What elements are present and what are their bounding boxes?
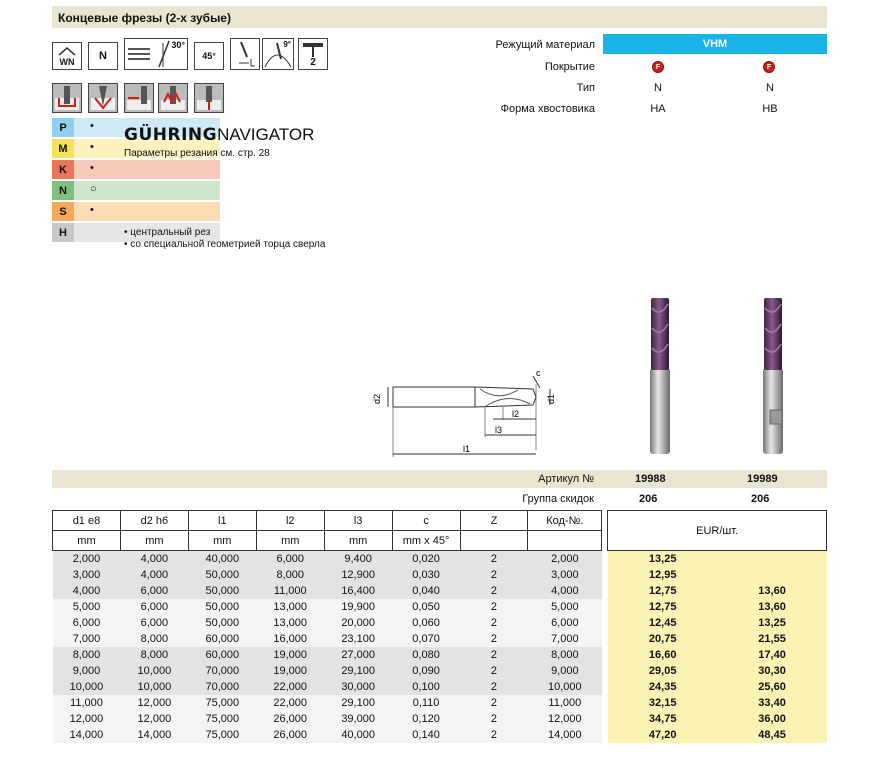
dimensions-price-table bbox=[52, 510, 827, 743]
cell-l3: 29,100 bbox=[324, 663, 392, 679]
slot-milling-icon bbox=[52, 83, 82, 113]
helix-angle-icon bbox=[124, 38, 188, 70]
material-letter: H bbox=[52, 223, 74, 242]
material-label: Режущий материал bbox=[495, 39, 595, 51]
price-19988: 32,15 bbox=[608, 695, 718, 711]
side-milling-icon bbox=[124, 83, 154, 113]
cell-d2: 10,000 bbox=[120, 679, 188, 695]
price-19988: 29,05 bbox=[608, 663, 718, 679]
cell-d2: 8,000 bbox=[120, 647, 188, 663]
cell-l2: 19,000 bbox=[256, 663, 324, 679]
col-z: Z bbox=[460, 511, 528, 531]
cell-c: 0,110 bbox=[392, 695, 460, 711]
article-19988: 19988 bbox=[635, 473, 666, 485]
col-l1: l1 bbox=[188, 511, 256, 531]
wn-label: WN bbox=[59, 57, 75, 67]
price-19989: 33,40 bbox=[718, 695, 827, 711]
table-row bbox=[53, 647, 827, 663]
cell-l2: 16,000 bbox=[256, 631, 324, 647]
table-row bbox=[53, 631, 827, 647]
cell-l3: 27,000 bbox=[324, 647, 392, 663]
price-19989: 36,00 bbox=[718, 711, 827, 727]
shank-value-1: HA bbox=[650, 103, 666, 115]
type-value-1: N bbox=[654, 82, 662, 94]
article-bar bbox=[52, 470, 827, 488]
cell-l3: 40,000 bbox=[324, 727, 392, 743]
cell-l3: 12,900 bbox=[324, 567, 392, 583]
column-header-row bbox=[53, 511, 827, 531]
type-value-2: N bbox=[766, 82, 774, 94]
table-row bbox=[53, 615, 827, 631]
cell-l2: 22,000 bbox=[256, 695, 324, 711]
cell-d1: 11,000 bbox=[53, 695, 121, 711]
cell-d1: 7,000 bbox=[53, 631, 121, 647]
c-label: c bbox=[536, 368, 541, 378]
cell-d1: 6,000 bbox=[53, 615, 121, 631]
chamfer-45-icon bbox=[194, 42, 224, 70]
cell-l1: 40,000 bbox=[188, 551, 256, 567]
cell-c: 0,060 bbox=[392, 615, 460, 631]
cell-l3: 20,000 bbox=[324, 615, 392, 631]
cell-d1: 3,000 bbox=[53, 567, 121, 583]
plunge-milling-icon bbox=[88, 83, 118, 113]
price-19989: 17,40 bbox=[718, 647, 827, 663]
axial-feed-icon bbox=[230, 38, 260, 70]
cell-l1: 60,000 bbox=[188, 631, 256, 647]
cell-z: 2 bbox=[460, 631, 528, 647]
cell-d1: 12,000 bbox=[53, 711, 121, 727]
table-row bbox=[53, 727, 827, 743]
cell-l1: 50,000 bbox=[188, 567, 256, 583]
d1-label: d1 bbox=[546, 393, 556, 404]
cell-d2: 6,000 bbox=[120, 599, 188, 615]
discount-19989: 206 bbox=[751, 493, 770, 505]
cell-c: 0,100 bbox=[392, 679, 460, 695]
table-row bbox=[53, 567, 827, 583]
coating-label: Покрытие bbox=[544, 61, 595, 73]
unit-code bbox=[528, 531, 602, 551]
cell-d1: 10,000 bbox=[53, 679, 121, 695]
price-19988: 16,60 bbox=[608, 647, 718, 663]
cell-l2: 13,000 bbox=[256, 599, 324, 615]
material-letter: M bbox=[52, 139, 74, 158]
cell-c: 0,090 bbox=[392, 663, 460, 679]
cell-l2: 11,000 bbox=[256, 583, 324, 599]
cell-z: 2 bbox=[460, 647, 528, 663]
suitability-mark: • bbox=[90, 120, 94, 132]
suitability-mark: • bbox=[90, 162, 94, 174]
price-19988: 12,75 bbox=[608, 583, 718, 599]
cell-code: 5,000 bbox=[528, 599, 602, 615]
col-l2: l2 bbox=[256, 511, 324, 531]
cell-d1: 4,000 bbox=[53, 583, 121, 599]
ramp-angle-icon bbox=[262, 38, 294, 70]
unit-c: mm x 45° bbox=[392, 531, 460, 551]
cell-d2: 12,000 bbox=[120, 695, 188, 711]
guhring-navigator-logo: GÜHRINGNAVIGATOR bbox=[124, 125, 315, 145]
material-group-n bbox=[52, 181, 220, 200]
cell-l3: 39,000 bbox=[324, 711, 392, 727]
cell-l3: 16,400 bbox=[324, 583, 392, 599]
wn-symbol bbox=[52, 42, 82, 70]
discount-19988: 206 bbox=[639, 493, 658, 505]
price-19989 bbox=[718, 567, 827, 583]
cell-code: 9,000 bbox=[528, 663, 602, 679]
cell-l2: 6,000 bbox=[256, 551, 324, 567]
cell-code: 8,000 bbox=[528, 647, 602, 663]
cell-c: 0,020 bbox=[392, 551, 460, 567]
cell-code: 7,000 bbox=[528, 631, 602, 647]
unit-l3: mm bbox=[324, 531, 392, 551]
cell-code: 3,000 bbox=[528, 567, 602, 583]
col-c: c bbox=[392, 511, 460, 531]
cell-code: 2,000 bbox=[528, 551, 602, 567]
product-image-19989 bbox=[758, 298, 788, 456]
cell-z: 2 bbox=[460, 551, 528, 567]
article-19989: 19989 bbox=[747, 473, 778, 485]
cell-code: 10,000 bbox=[528, 679, 602, 695]
drilling-icon bbox=[194, 83, 224, 113]
table-row bbox=[53, 711, 827, 727]
cell-l1: 50,000 bbox=[188, 583, 256, 599]
l1-label: l1 bbox=[463, 444, 471, 454]
shank-label: Форма хвостовика bbox=[500, 103, 595, 115]
price-19988: 20,75 bbox=[608, 631, 718, 647]
col-d2: d2 h6 bbox=[120, 511, 188, 531]
table-row bbox=[53, 663, 827, 679]
cell-z: 2 bbox=[460, 695, 528, 711]
unit-z bbox=[460, 531, 528, 551]
material-suitability bbox=[74, 181, 220, 200]
price-19989: 25,60 bbox=[718, 679, 827, 695]
cell-l2: 8,000 bbox=[256, 567, 324, 583]
price-19989: 21,55 bbox=[718, 631, 827, 647]
price-19988: 47,20 bbox=[608, 727, 718, 743]
cell-c: 0,050 bbox=[392, 599, 460, 615]
l3-label: l3 bbox=[495, 425, 503, 435]
cell-code: 11,000 bbox=[528, 695, 602, 711]
price-19988: 13,25 bbox=[608, 551, 718, 567]
unit-l2: mm bbox=[256, 531, 324, 551]
material-letter: S bbox=[52, 202, 74, 221]
cell-l2: 22,000 bbox=[256, 679, 324, 695]
price-19988: 24,35 bbox=[608, 679, 718, 695]
shank-value-2: HB bbox=[762, 103, 778, 115]
price-19988: 34,75 bbox=[608, 711, 718, 727]
cell-z: 2 bbox=[460, 727, 528, 743]
cell-d1: 9,000 bbox=[53, 663, 121, 679]
price-19988: 12,95 bbox=[608, 567, 718, 583]
flute-count-label: 2 bbox=[310, 56, 316, 68]
cell-d1: 2,000 bbox=[53, 551, 121, 567]
material-letter: K bbox=[52, 160, 74, 179]
cell-code: 14,000 bbox=[528, 727, 602, 743]
table-row bbox=[53, 583, 827, 599]
cell-d2: 10,000 bbox=[120, 663, 188, 679]
note-special-geometry: • со специальной геометрией торца сверла bbox=[124, 239, 326, 250]
cell-l1: 70,000 bbox=[188, 679, 256, 695]
cell-z: 2 bbox=[460, 567, 528, 583]
cell-d2: 4,000 bbox=[120, 551, 188, 567]
cell-l3: 9,400 bbox=[324, 551, 392, 567]
col-d1: d1 e8 bbox=[53, 511, 121, 531]
table-row bbox=[53, 551, 827, 567]
cell-l1: 50,000 bbox=[188, 599, 256, 615]
cell-l2: 26,000 bbox=[256, 711, 324, 727]
cell-l3: 19,900 bbox=[324, 599, 392, 615]
cell-d2: 12,000 bbox=[120, 711, 188, 727]
material-letter: N bbox=[52, 181, 74, 200]
cutting-params-note: Параметры резания см. стр. 28 bbox=[124, 148, 270, 159]
note-central-cut: • центральный рез bbox=[124, 227, 211, 238]
coating-badge-2: F bbox=[763, 61, 775, 73]
unit-d2: mm bbox=[120, 531, 188, 551]
cell-l1: 60,000 bbox=[188, 647, 256, 663]
cell-z: 2 bbox=[460, 615, 528, 631]
col-l3: l3 bbox=[324, 511, 392, 531]
suitability-mark: ○ bbox=[90, 183, 97, 195]
discount-label: Группа скидок bbox=[522, 493, 594, 505]
cell-z: 2 bbox=[460, 679, 528, 695]
material-value: VHM bbox=[603, 34, 827, 54]
col-code: Код-№. bbox=[528, 511, 602, 531]
discount-bar bbox=[52, 490, 827, 508]
cell-d2: 4,000 bbox=[120, 567, 188, 583]
cell-l2: 26,000 bbox=[256, 727, 324, 743]
cell-d1: 8,000 bbox=[53, 647, 121, 663]
cell-z: 2 bbox=[460, 599, 528, 615]
cell-l3: 30,000 bbox=[324, 679, 392, 695]
product-image-19988 bbox=[645, 298, 675, 456]
cell-c: 0,070 bbox=[392, 631, 460, 647]
cell-l3: 23,100 bbox=[324, 631, 392, 647]
price-19989: 48,45 bbox=[718, 727, 827, 743]
col-price: EUR/шт. bbox=[608, 511, 827, 551]
type-label: Тип bbox=[576, 82, 595, 94]
cell-l2: 13,000 bbox=[256, 615, 324, 631]
price-19989: 13,25 bbox=[718, 615, 827, 631]
cell-l1: 70,000 bbox=[188, 663, 256, 679]
table-row bbox=[53, 679, 827, 695]
pocket-milling-icon bbox=[158, 83, 188, 113]
cell-c: 0,030 bbox=[392, 567, 460, 583]
price-19988: 12,45 bbox=[608, 615, 718, 631]
unit-d1: mm bbox=[53, 531, 121, 551]
suitability-mark: • bbox=[90, 141, 94, 153]
flute-count-icon bbox=[298, 38, 328, 70]
article-label: Артикул № bbox=[538, 473, 594, 485]
cell-d2: 6,000 bbox=[120, 583, 188, 599]
page-title: Концевые фрезы (2-х зубые) bbox=[52, 6, 827, 28]
cell-l2: 19,000 bbox=[256, 647, 324, 663]
angle-9-label: 9° bbox=[283, 40, 291, 49]
angle-45-label: 45° bbox=[202, 51, 216, 61]
material-group-k bbox=[52, 160, 220, 179]
price-19988: 12,75 bbox=[608, 599, 718, 615]
cell-c: 0,040 bbox=[392, 583, 460, 599]
cell-l3: 29,100 bbox=[324, 695, 392, 711]
d2-label: d2 bbox=[372, 393, 382, 404]
material-suitability bbox=[74, 202, 220, 221]
cell-d1: 5,000 bbox=[53, 599, 121, 615]
cell-l1: 50,000 bbox=[188, 615, 256, 631]
cell-code: 4,000 bbox=[528, 583, 602, 599]
cell-c: 0,140 bbox=[392, 727, 460, 743]
cell-d2: 6,000 bbox=[120, 615, 188, 631]
cell-z: 2 bbox=[460, 711, 528, 727]
material-suitability bbox=[74, 160, 220, 179]
cell-d2: 8,000 bbox=[120, 631, 188, 647]
cell-c: 0,120 bbox=[392, 711, 460, 727]
material-group-s bbox=[52, 202, 220, 221]
dimension-drawing bbox=[368, 362, 568, 462]
unit-l1: mm bbox=[188, 531, 256, 551]
cell-z: 2 bbox=[460, 663, 528, 679]
l2-label: l2 bbox=[512, 409, 520, 419]
cell-d1: 14,000 bbox=[53, 727, 121, 743]
cell-z: 2 bbox=[460, 583, 528, 599]
price-19989: 13,60 bbox=[718, 599, 827, 615]
cell-l1: 75,000 bbox=[188, 727, 256, 743]
cell-code: 6,000 bbox=[528, 615, 602, 631]
table-row bbox=[53, 599, 827, 615]
cell-d2: 14,000 bbox=[120, 727, 188, 743]
cell-code: 12,000 bbox=[528, 711, 602, 727]
cell-l1: 75,000 bbox=[188, 695, 256, 711]
angle-30-label: 30° bbox=[171, 40, 185, 50]
price-19989: 13,60 bbox=[718, 583, 827, 599]
cell-l1: 75,000 bbox=[188, 711, 256, 727]
coating-badge-1: F bbox=[652, 61, 664, 73]
price-19989: 30,30 bbox=[718, 663, 827, 679]
n-symbol: N bbox=[88, 42, 118, 70]
cell-c: 0,080 bbox=[392, 647, 460, 663]
table-row bbox=[53, 695, 827, 711]
material-letter: P bbox=[52, 118, 74, 137]
suitability-mark: • bbox=[90, 204, 94, 216]
price-19989 bbox=[718, 551, 827, 567]
